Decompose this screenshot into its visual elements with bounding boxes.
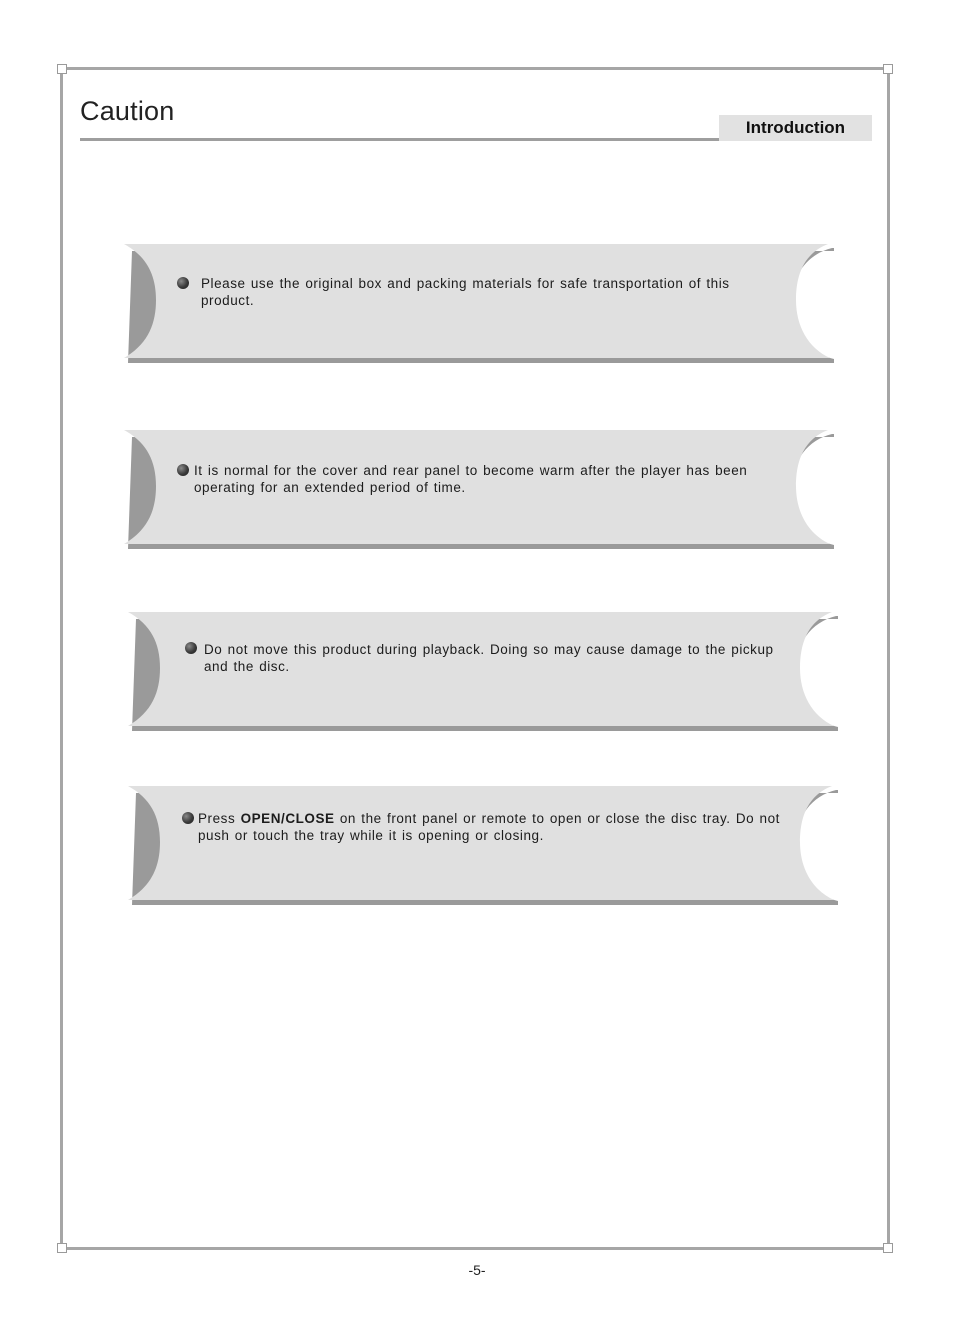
caution-note-2 [122, 430, 834, 550]
frame-corner-top-left [57, 64, 67, 74]
page-number: -5- [468, 1262, 486, 1278]
note-text-rest: on the front panel or remote to open or close the disc tray. Do not push or touch the tray while it is opening or closing. [198, 811, 780, 843]
caution-note-1 [122, 244, 834, 364]
note-text: Please use the original box and packing materials for safe transportation of this product. [201, 276, 730, 308]
title-underline [80, 138, 720, 141]
note-panel-shape [126, 786, 838, 906]
section-tag: Introduction [719, 115, 872, 141]
note-text [198, 811, 788, 844]
bullet-icon [185, 642, 197, 654]
note-text: It is normal for the cover and rear panel to become warm after the player has been operating for an extended period of time. [194, 463, 748, 495]
frame-corner-bottom-right [883, 1243, 893, 1253]
page-title: Caution [80, 96, 175, 126]
bullet-icon [182, 812, 194, 824]
caution-note-4 [126, 786, 838, 906]
frame-corner-top-right [883, 64, 893, 74]
bullet-icon [177, 464, 189, 476]
frame-corner-bottom-left [57, 1243, 67, 1253]
bullet-icon [177, 277, 189, 289]
note-text: Do not move this product during playback. Doing so may cause damage to the pickup and the disc. [204, 642, 774, 674]
caution-note-3 [126, 612, 838, 732]
open-close-key-label: OPEN/CLOSE [240, 811, 335, 826]
note-text-lead: Press [198, 811, 241, 826]
